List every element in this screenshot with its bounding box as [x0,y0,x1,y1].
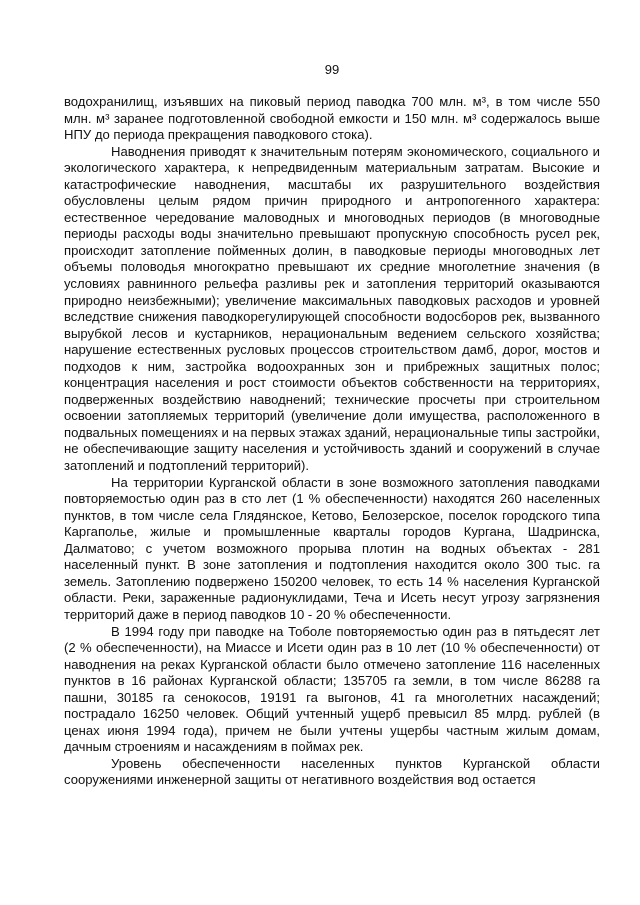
paragraph-kurgan-flood-zone: На территории Курганской области в зоне возможного затопления паводками повторяемостью один раз в сто лет (1 % обеспеченности) находятся 260 населенных пунктов, в том числе села Глядянское, Кетово, Белозерское, поселок городского типа Каргаполье, жилые и промышленные кварталы городов Кургана, Шадринска, Далматово; с учетом возможного прорыва плотин на водных объектах - 281 населенный пункт. В зоне затопления и подтопления находится около 300 тыс. га земель. Затоплению подвержено 150200 человек, то есть 14 % населения Курганской области. Реки, зараженные радионуклидами, Теча и Исеть несут угрозу загрязнения территорий даже в период паводков 10 - 20 % обеспеченности. [64,474,600,622]
paragraph-reservoir-continuation: водохранилищ, изъявших на пиковый период паводка 700 млн. м³, в том числе 550 млн. м³ заранее подготовленной свободной емкости и 150 млн. м³ содержалось выше НПУ до периода прекращения паводкового стока). [64,94,600,143]
paragraph-protection-level: Уровень обеспеченности населенных пунктов Курганской области сооружениями инженерной защиты от негативного воздействия вод остается [64,755,600,788]
paragraph-1994-flood: В 1994 году при паводке на Тоболе повторяемостью один раз в пятьдесят лет (2 % обеспеченности), на Миассе и Исети один раз в 10 лет (10 % обеспеченности) от наводнения на реках Курганской области было отмечено затопление 116 населенных пунктов в 16 районах Курганской области; 135705 га земли, в том числе 86288 га пашни, 30185 га сенокосов, 19191 га выгонов, 41 га многолетних насаждений; пострадало 16250 человек. Общий учтенный ущерб превысил 85 млрд. рублей (в ценах июня 1994 года), причем не были учтены ущербы частным жилым домам, дачным строениям и насаждениям в поймах рек. [64,623,600,755]
paragraph-flood-causes: Наводнения приводят к значительным потерям экономического, социального и экологического характера, к непредвиденным материальным затратам. Высокие и катастрофические наводнения, масштабы их разрушительного воздействия обусловлены целым рядом причин природного и антропогенного характера: естественное чередование маловодных и многоводных периодов (в многоводные периоды расходы воды значительно превышают пропускную способность русел рек, происходит затопление пойменных долин, в паводковые периоды многоводных лет объемы половодья многократно превышают их средние многолетние значения (в условиях равнинного рельефа разливы рек и затопления территорий оказываются природно неизбежными); увеличение максимальных паводковых расходов и уровней вследствие снижения паводкорегулирующей способности водосборов рек, вызванного вырубкой лесов и кустарников, нерациональным ведением сельского хозяйства; нарушение естественных русловых процессов строительством дамб, дорог, мостов и подходов к ним, застройка водоохранных зон и прибрежных защитных полос; концентрация населения и рост стоимости объектов собственности на территориях, подверженных воздействию наводнений; технические просчеты при строительном освоении затопляемых территорий (увеличение доли имущества, расположенного в подвальных помещениях и на первых этажах зданий, нерациональные типы застройки, не обеспечивающие защиту населения и устойчивость зданий и сооружений в случае затоплений и подтоплений территорий). [64,143,600,474]
page-number: 99 [324,62,340,77]
